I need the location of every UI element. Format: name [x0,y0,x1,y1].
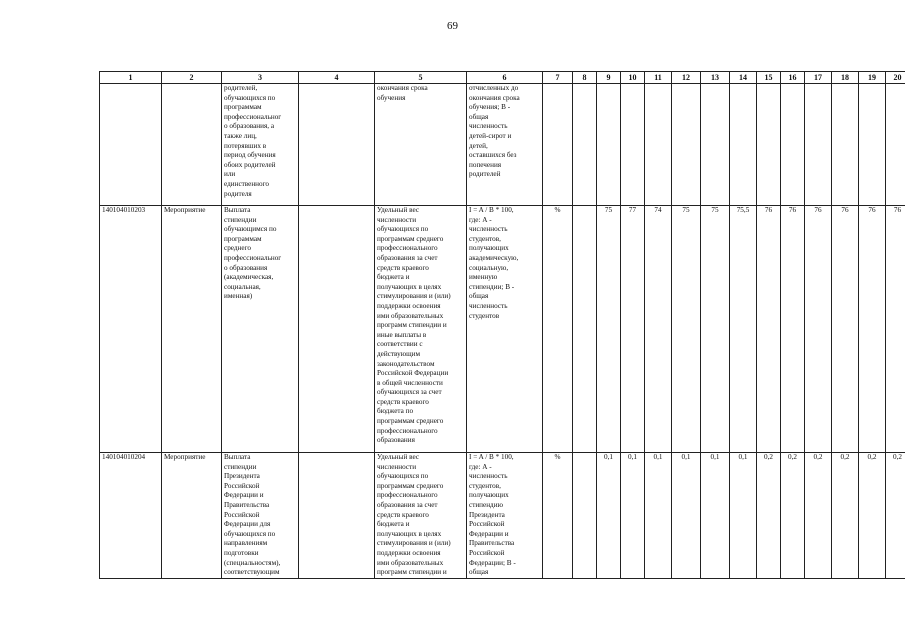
cell-value: 74 [645,206,672,453]
cell-value: 75,5 [730,206,757,453]
cell-formula: отчисленных до окончания срока обучения; В - общая численность детей-сирот и детей, оставшихся без попечения родителей [467,84,543,206]
cell-value [573,206,597,453]
cell-value [859,84,886,206]
cell-value [832,84,859,206]
cell-formula: I = A / B * 100, где: А - численность студентов, получающих академическую, социальную, именную стипендии; В - общая численность студентов [467,206,543,453]
column-header: 18 [832,72,859,84]
column-header: 2 [162,72,222,84]
cell-value: 76 [805,206,832,453]
cell-code: 140104010203 [100,206,162,453]
cell-unit [543,84,573,206]
cell-name: родителей, обучающихся по программам профессиональног о образования, а также лиц, потерявших в период обучения обоих родителей или единственного родителя [222,84,299,206]
cell-value: 76 [832,206,859,453]
column-header: 13 [701,72,730,84]
cell-value: 0,2 [886,453,905,579]
cell-indicator: Удельный вес численности обучающихся по программам среднего профессионального образования за счет средств краевого бюджета и получающих в целях стимулирования и (или) поддержки освоения ими образовательных программ стипендии и [375,453,467,579]
cell-value: 0,2 [757,453,781,579]
cell-value [645,84,672,206]
cell-value: 76 [859,206,886,453]
cell-value: 0,2 [832,453,859,579]
column-header: 20 [886,72,905,84]
cell-col4 [299,453,375,579]
cell-type [162,84,222,206]
cell-value [805,84,832,206]
cell-value: 0,1 [621,453,645,579]
cell-value: 76 [886,206,905,453]
cell-indicator: Удельный вес численности обучающихся по программам среднего профессионального образования за счет средств краевого бюджета и получающих в целях стимулирования и (или) поддержки освоения ими образовательных программ стипендии и иные выплаты в соответствии с действующим законодательством Российской Федерации в общей численности обучающихся за счет средств краевого бюджета по программам среднего профессионального образования [375,206,467,453]
cell-value: 0,1 [672,453,701,579]
cell-unit: % [543,206,573,453]
cell-type: Мероприятие [162,206,222,453]
column-header: 6 [467,72,543,84]
column-header: 16 [781,72,805,84]
column-header: 7 [543,72,573,84]
cell-value [730,84,757,206]
cell-unit: % [543,453,573,579]
column-header: 19 [859,72,886,84]
cell-value: 0,2 [859,453,886,579]
column-header: 4 [299,72,375,84]
cell-value [757,84,781,206]
cell-value: 76 [757,206,781,453]
cell-name: Выплата стипендии Президента Российской Федерации и Правительства Российской Федерации для обучающихся по направлениям подготовки (специальностям), соответствующим [222,453,299,579]
column-header: 3 [222,72,299,84]
cell-value [886,84,905,206]
header-row [100,72,905,84]
column-header: 17 [805,72,832,84]
cell-col4 [299,84,375,206]
cell-name: Выплата стипендии обучающимся по программам среднего профессиональног о образования (академическая, социальная, именная) [222,206,299,453]
table-row [100,84,905,206]
cell-value: 75 [597,206,621,453]
column-header: 10 [621,72,645,84]
cell-value: 0,1 [645,453,672,579]
column-header: 1 [100,72,162,84]
cell-value [573,453,597,579]
cell-value [597,84,621,206]
cell-col4 [299,206,375,453]
cell-value [672,84,701,206]
cell-indicator: окончания срока обучения [375,84,467,206]
cell-value [621,84,645,206]
cell-value: 0,1 [701,453,730,579]
cell-value [573,84,597,206]
cell-value: 75 [701,206,730,453]
cell-value: 76 [781,206,805,453]
cell-value: 0,2 [805,453,832,579]
cell-value: 0,1 [730,453,757,579]
column-header: 8 [573,72,597,84]
cell-value [701,84,730,206]
cell-value: 0,1 [597,453,621,579]
cell-value: 0,2 [781,453,805,579]
cell-type: Мероприятие [162,453,222,579]
cell-formula: I = A / B * 100, где: А - численность студентов, получающих стипендию Президента Российской Федерации и Правительства Российской Федерации; В - общая [467,453,543,579]
column-header: 15 [757,72,781,84]
page-number: 69 [447,20,458,32]
cell-code: 140104010204 [100,453,162,579]
column-header: 5 [375,72,467,84]
cell-code [100,84,162,206]
cell-value [781,84,805,206]
cell-value: 77 [621,206,645,453]
indicators-table [99,71,905,579]
cell-value: 75 [672,206,701,453]
column-header: 14 [730,72,757,84]
column-header: 12 [672,72,701,84]
column-header: 9 [597,72,621,84]
table-row [100,206,905,453]
column-header: 11 [645,72,672,84]
table-row [100,453,905,579]
